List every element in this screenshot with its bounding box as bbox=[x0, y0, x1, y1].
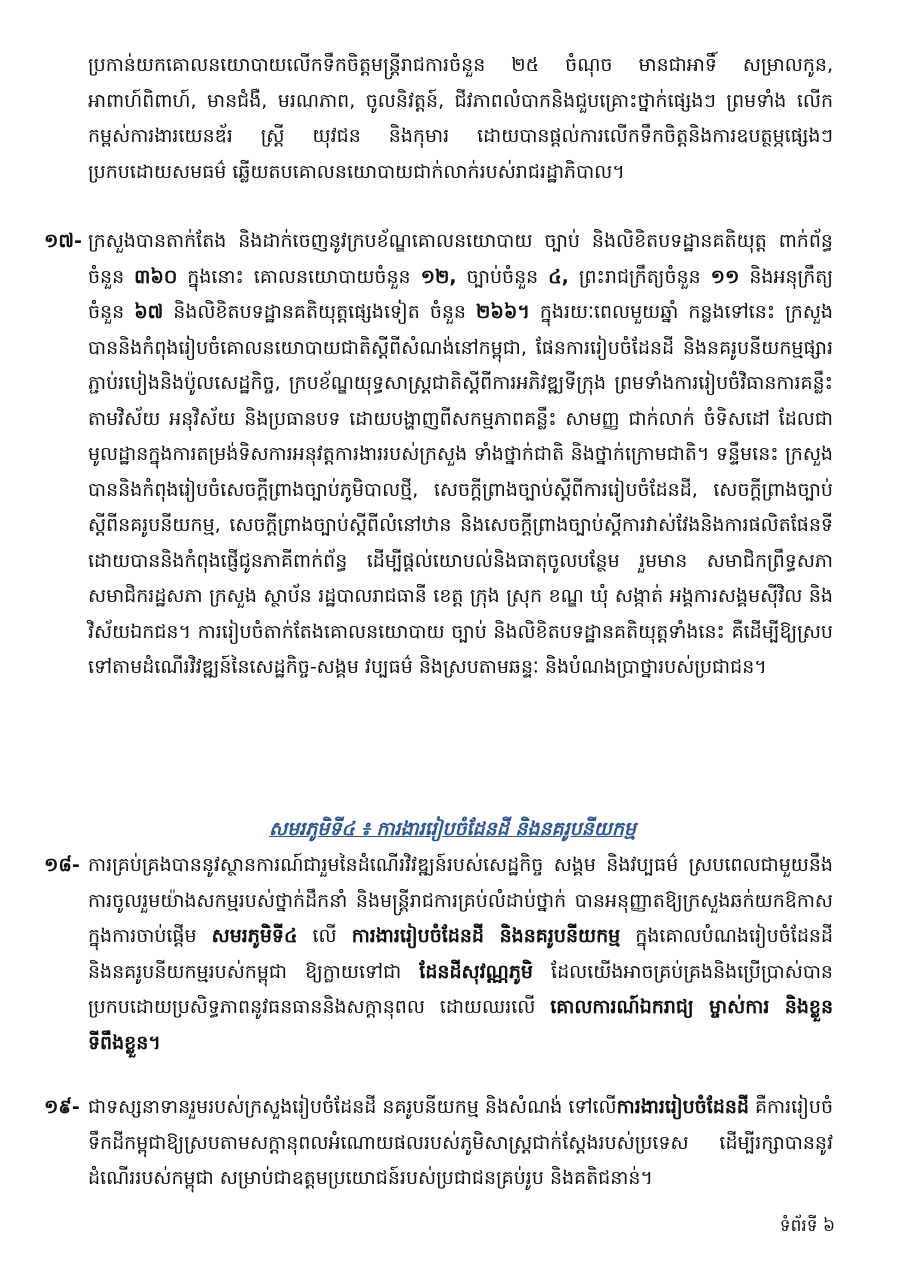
battlefield-label: សមរភូមិទី៤ bbox=[211, 925, 298, 947]
principle-label: គោលការណ៍ឯករាជ្យ ម្ចាស់ការ និងខ្លួនទីពឹងខ្លួន។ bbox=[88, 996, 834, 1054]
paragraph-17 bbox=[88, 224, 833, 686]
paragraph-text: លើ bbox=[297, 925, 352, 947]
paragraph-17-number: ១៧- bbox=[44, 230, 82, 252]
section-heading: សមរភូមិទី៤ ៖ ការងាររៀបចំដែនដី និងនគរូបនីយកម្ម bbox=[269, 818, 636, 840]
paragraph-text: ក្នុងនោះ គោលនយោបាយចំនួន bbox=[177, 265, 421, 288]
work-title: ការងាររៀបចំដែនដី និងនគរូបនីយកម្ម bbox=[351, 925, 621, 947]
paragraph-19 bbox=[88, 1090, 833, 1197]
paragraph-text: ច្បាប់ចំនួន bbox=[456, 265, 549, 288]
paragraph-text: គឺការរៀបចំទឹកដីកម្ពុជាឱ្យស្របតាមសក្តានុពលអំណោយផលរបស់ភូមិសាស្ត្រជាក់ស្តែងរបស់ប្រទេស ដើម្បីរក្សាបាននូវដំណើររបស់កម្ពុជា សម្រាប់ជាឧត្តមប្រយោជន៍របស់ប្រជាជនគ្រប់រូប និងគតិជនាន់។ bbox=[88, 1096, 834, 1189]
paragraph-18 bbox=[88, 848, 833, 1061]
paragraph-text: ប្រកាន់យកគោលនយោបាយលើកទឹកចិត្តមន្ត្រីរាជការចំនួន ២៥ ចំណុច មានជាអាទិ៍ សម្រាលកូន, អាពាហ៍ពិពាហ៍, មានជំងឺ, មរណភាព, ចូលនិវត្តន៍, ជីវភាពលំបាកនិងជួបគ្រោះថ្នាក់ផ្សេងៗ ព្រមទាំង លើកកម្ពស់ការងារយេនឌ័រ ស្ត្រី យុវជន និងកុមារ ដោយបានផ្តល់ការលើកទឹកចិត្តនិងការឧបត្ថម្ភផ្សេងៗ ប្រកបដោយសមធម៌ ឆ្លើយតបគោលនយោបាយជាក់លាក់របស់រាជរដ្ឋាភិបាល។ bbox=[88, 54, 833, 183]
page-number: ទំព័រទី ៦ bbox=[779, 1216, 835, 1236]
count-royal-decrees: ១១ bbox=[710, 265, 740, 288]
count-other-regulations: ២៦៦។ bbox=[476, 301, 530, 323]
paragraph-16-continuation bbox=[88, 48, 833, 190]
count-laws: ៤, bbox=[548, 265, 569, 288]
paragraph-text: ការគ្រប់គ្រងបាននូវស្ថានការណ៍ជារួមនៃដំណើរវិវឌ្ឍន៍របស់សេដ្ឋកិច្ច សង្គម និងវប្បធម៌ ស្របពេលជាមួយនឹងការចូលរួមយ៉ាងសកម្មរបស់ថ្នាក់ដឹកនាំ និងមន្ត្រីរាជការគ្រប់លំដាប់ថ្នាក់ បានអនុញ្ញាតឱ្យក្រសួងឆក់យកឱកាសក្នុងការចាប់ផ្តើម bbox=[88, 854, 833, 947]
paragraph-text: ក្នុងរយៈពេលមួយឆ្នាំ កន្លងទៅនេះ ក្រសួងបាននិងកំពុងរៀបចំគោលនយោបាយជាតិស្តីពីសំណង់នៅកម្ពុជា, ផែនការរៀបចំដែនដី និងនគរូបនីយកម្មផ្សារភ្ជាប់របៀងនិងប៉ូលសេដ្ឋកិច្ច, ក្របខ័ណ្ឌយុទ្ធសាស្ត្រជាតិស្តីពីការអភិវឌ្ឍទីក្រុង ព្រមទាំងការរៀបចំវិធានការគន្លឹះតាមវិស័យ អនុវិស័យ និងប្រធានបទ ដោយបង្ហាញពីសកម្មភាពគន្លឹះ សាមញ្ញ ជាក់លាក់ ចំទិសដៅ ដែលជាមូលដ្ឋានក្នុងការតម្រង់ទិសការអនុវត្តការងាររបស់ក្រសួង ទាំងថ្នាក់ជាតិ និងថ្នាក់ក្រោមជាតិ។ ទន្ទឹមនេះ ក្រសួងបាននិងកំពុងរៀបចំសេចក្តីព្រាងច្បាប់ភូមិបាលថ្មី, សេចក្តីព្រាងច្បាប់ស្តីពីការរៀបចំដែនដី, សេចក្តីព្រាងច្បាប់ស្តីពីនគរូបនីយកម្ម, សេចក្តីព្រាងច្បាប់ស្តីពីលំនៅឋាន និងសេចក្តីព្រាងច្បាប់ស្តីការវាស់វែងនិងការផលិតផែនទី ដោយបាននិងកំពុងផ្ញើជូនភាគីពាក់ព័ន្ធ ដើម្បីផ្តល់យោបល់និងធាតុចូលបន្ថែម រួមមាន សមាជិកព្រឹទ្ធសភា សមាជិករដ្ឋសភា ក្រសួង ស្ថាប័ន រដ្ឋបាលរាជធានី ខេត្ត ក្រុង ស្រុក ខណ្ឌ ឃុំ សង្កាត់ អង្គការសង្គមស៊ីវិល និងវិស័យឯកជន។ ការរៀបចំតាក់តែងគោលនយោបាយ ច្បាប់ និងលិខិតបទដ្ឋានគតិយុត្តទាំងនេះ គឺដើម្បីឱ្យស្របទៅតាមដំណើរវិវឌ្ឍន៍នៃសេដ្ឋកិច្ច-សង្គម វប្បធម៌ និងស្របតាមឆន្ទៈ និងបំណងប្រាថ្នារបស់ប្រជាជន។ bbox=[88, 301, 833, 678]
paragraph-text: ជាទស្សនាទានរួមរបស់ក្រសួងរៀបចំដែនដី នគរូបនីយកម្ម និងសំណង់ ទៅលើ bbox=[88, 1096, 617, 1118]
paragraph-text: ក្រសួងបានតាក់តែង និងដាក់ចេញនូវក្របខ័ណ្ឌគោលនយោបាយ ច្បាប់ និងលិខិតបទដ្ឋានគតិយុត្ត ពាក់ព័ន្ធ ចំនួន bbox=[88, 230, 833, 288]
golden-land-label: ដែនដីសុវណ្ណភូមិ bbox=[419, 960, 533, 983]
paragraph-text: និងអនុក្រឹត្យចំនួន bbox=[88, 265, 834, 323]
count-policies: ១២, bbox=[420, 265, 457, 288]
paragraph-text: ក្នុងគោលបំណងរៀបចំដែនដីនិងនគរូបនីយកម្មរបស់កម្ពុជា ឱ្យក្លាយទៅជា bbox=[88, 925, 833, 983]
count-total: ៣៦០ bbox=[134, 265, 178, 288]
count-sub-decrees: ៦៧ bbox=[134, 301, 164, 323]
paragraph-text: ដែលយើងអាចគ្រប់គ្រងនិងប្រើប្រាស់បានប្រកបដោយប្រសិទ្ធភាពនូវធនធាននិងសក្តានុពល ដោយឈរលើ bbox=[88, 960, 833, 1018]
land-management-label: ការងាររៀបចំដែនដី bbox=[616, 1096, 749, 1118]
paragraph-19-number: ១៩- bbox=[44, 1096, 80, 1118]
paragraph-18-number: ១៨- bbox=[44, 854, 80, 876]
paragraph-text: ព្រះរាជក្រឹត្យចំនួន bbox=[568, 265, 711, 288]
paragraph-text: និងលិខិតបទដ្ឋានគតិយុត្តផ្សេងទៀត ចំនួន bbox=[163, 301, 477, 323]
